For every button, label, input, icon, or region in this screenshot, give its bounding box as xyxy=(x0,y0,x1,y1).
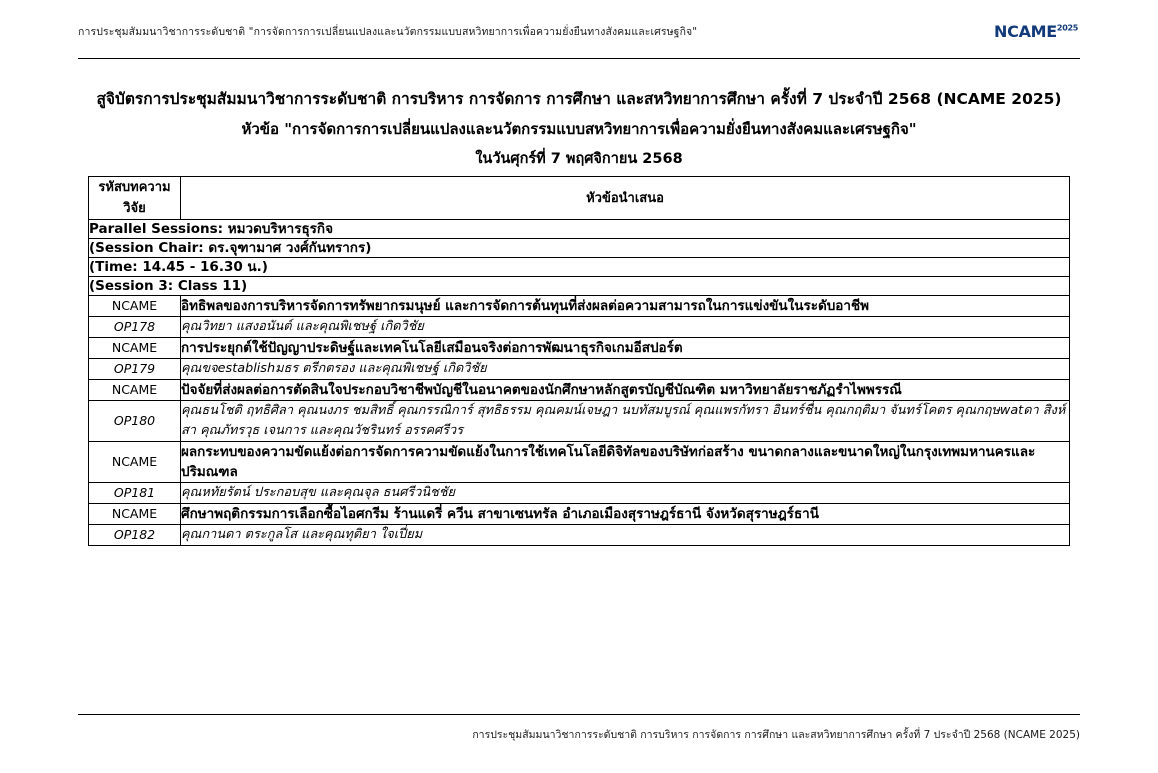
paper-code: NCAME xyxy=(89,296,181,317)
title-block xyxy=(78,84,1080,174)
session-info-row xyxy=(89,239,1070,258)
table-row xyxy=(89,359,1070,380)
column-header-code xyxy=(89,177,181,220)
paper-code: NCAME xyxy=(89,338,181,359)
paper-authors: คุณขจestablishมธร ตรีกตรอง และคุณพิเชษฐ์ เกิดวิชัย xyxy=(181,359,1070,380)
table-header-row xyxy=(89,177,1070,220)
paper-authors: คุณธนโชติ ฤทธิศิลา คุณนงภร ชมสิทธิ์ คุณกรรณิการ์ สุทธิธรรม คุณคมน์เจษฎา นบทัสมบูรณ์ คุณแพรกัทรา อินทร์ชื่น คุณกฤติมา จันทร์โคตร คุณกฤษwatดา สิงห์สา คุณภัทรวุธ เจนการ และคุณวัชรินทร์ อรรคศรีวร xyxy=(181,401,1070,442)
agenda-table xyxy=(88,176,1070,546)
paper-authors: คุณกานดา ตระกูลโส และคุณทุติยา ใจเปี่ยม xyxy=(181,525,1070,546)
paper-code-number: OP181 xyxy=(89,483,181,504)
table-row xyxy=(89,483,1070,504)
session-info-row xyxy=(89,220,1070,239)
table-row xyxy=(89,442,1070,483)
paper-code-number: OP182 xyxy=(89,525,181,546)
table-row xyxy=(89,296,1070,317)
paper-topic: ผลกระทบของความขัดแย้งต่อการจัดการความขัดแย้งในการใช้เทคโนโลยีดิจิทัลของบริษัทก่อสร้าง ขนาดกลางและขนาดใหญ่ในกรุงเทพมหานครและปริมณฑล xyxy=(181,442,1070,483)
document-footer: การประชุมสัมมนาวิชาการระดับชาติ การบริหาร การจัดการ การศึกษา และสหวิทยาการศึกษา ครั้งที่ 7 ประจำปี 2568 (NCAME 2025) xyxy=(472,729,1080,741)
document-header xyxy=(78,22,1080,56)
paper-code-number: OP180 xyxy=(89,401,181,442)
paper-code: NCAME xyxy=(89,504,181,525)
agenda-table-wrapper xyxy=(88,176,1070,546)
session-info-row xyxy=(89,258,1070,277)
paper-topic: อิทธิพลของการบริหารจัดการทรัพยากรมนุษย์ และการจัดการต้นทุนที่ส่งผลต่อความสามารถในการแข่งขันในระดับอาชีพ xyxy=(181,296,1070,317)
table-row xyxy=(89,525,1070,546)
page-title-line2: หัวข้อ "การจัดการการเปลี่ยนแปลงและนวัตกรรมแบบสหวิทยาการเพื่อความยั่งยืนทางสังคมและเศรษฐกิจ" xyxy=(241,120,917,138)
paper-topic: ศึกษาพฤติกรรมการเลือกซื้อไอศกรีม ร้านแดรี่ ควีน สาขาเซนทรัล อำเภอเมืองสุราษฎร์ธานี จังหวัดสุราษฎร์ธานี xyxy=(181,504,1070,525)
page-title-line1: สูจิบัตรการประชุมสัมมนาวิชาการระดับชาติ การบริหาร การจัดการ การศึกษา และสหวิทยาการศึกษา ครั้งที่ 7 ประจำปี 2568 (NCAME 2025) xyxy=(96,90,1062,108)
table-row xyxy=(89,380,1070,401)
session-info-line: (Session Chair: ดร.จุฑามาศ วงศ์กันทรากร) xyxy=(89,239,1070,258)
paper-code-number: OP179 xyxy=(89,359,181,380)
table-row xyxy=(89,504,1070,525)
column-header-code-line1: รหัสบทความ xyxy=(98,180,171,195)
session-info-line: Parallel Sessions: หมวดบริหารธุรกิจ xyxy=(89,220,1070,239)
header-conference-title: การประชุมสัมมนาวิชาการระดับชาติ "การจัดการการเปลี่ยนแปลงและนวัตกรรมแบบสหวิทยาการเพื่อความยั่งยืนทางสังคมและเศรษฐกิจ" xyxy=(78,26,698,38)
column-header-code-line2: วิจัย xyxy=(123,201,146,216)
footer-divider xyxy=(78,714,1080,715)
paper-code: NCAME xyxy=(89,380,181,401)
ncame-logo xyxy=(994,22,1080,41)
session-info-row xyxy=(89,277,1070,296)
paper-authors: คุณหทัยรัตน์ ประกอบสุข และคุณจุล ธนศรีวนิชชัย xyxy=(181,483,1070,504)
session-info-line: (Session 3: Class 11) xyxy=(89,277,1070,296)
ncame-logo-year: 2025 xyxy=(1056,23,1078,33)
column-header-topic: หัวข้อนำเสนอ xyxy=(181,177,1070,220)
paper-authors: คุณวิทยา แสงอนันต์ และคุณพิเชษฐ์ เกิดวิชัย xyxy=(181,317,1070,338)
paper-topic: ปัจจัยที่ส่งผลต่อการตัดสินใจประกอบวิชาชีพบัญชีในอนาคตของนักศึกษาหลักสูตรบัญชีบัณฑิต มหาวิทยาลัยราชภัฏรำไพพรรณี xyxy=(181,380,1070,401)
ncame-logo-text: NCAME xyxy=(994,22,1057,41)
paper-code-number: OP178 xyxy=(89,317,181,338)
page-title-date: ในวันศุกร์ที่ 7 พฤศจิกายน 2568 xyxy=(475,151,683,167)
paper-topic: การประยุกต์ใช้ปัญญาประดิษฐ์และเทคโนโลยีเสมือนจริงต่อการพัฒนาธุรกิจเกมอีสปอร์ต xyxy=(181,338,1070,359)
table-row xyxy=(89,317,1070,338)
paper-code: NCAME xyxy=(89,442,181,483)
table-row xyxy=(89,401,1070,442)
session-info-line: (Time: 14.45 - 16.30 น.) xyxy=(89,258,1070,277)
table-row xyxy=(89,338,1070,359)
header-divider xyxy=(78,58,1080,59)
